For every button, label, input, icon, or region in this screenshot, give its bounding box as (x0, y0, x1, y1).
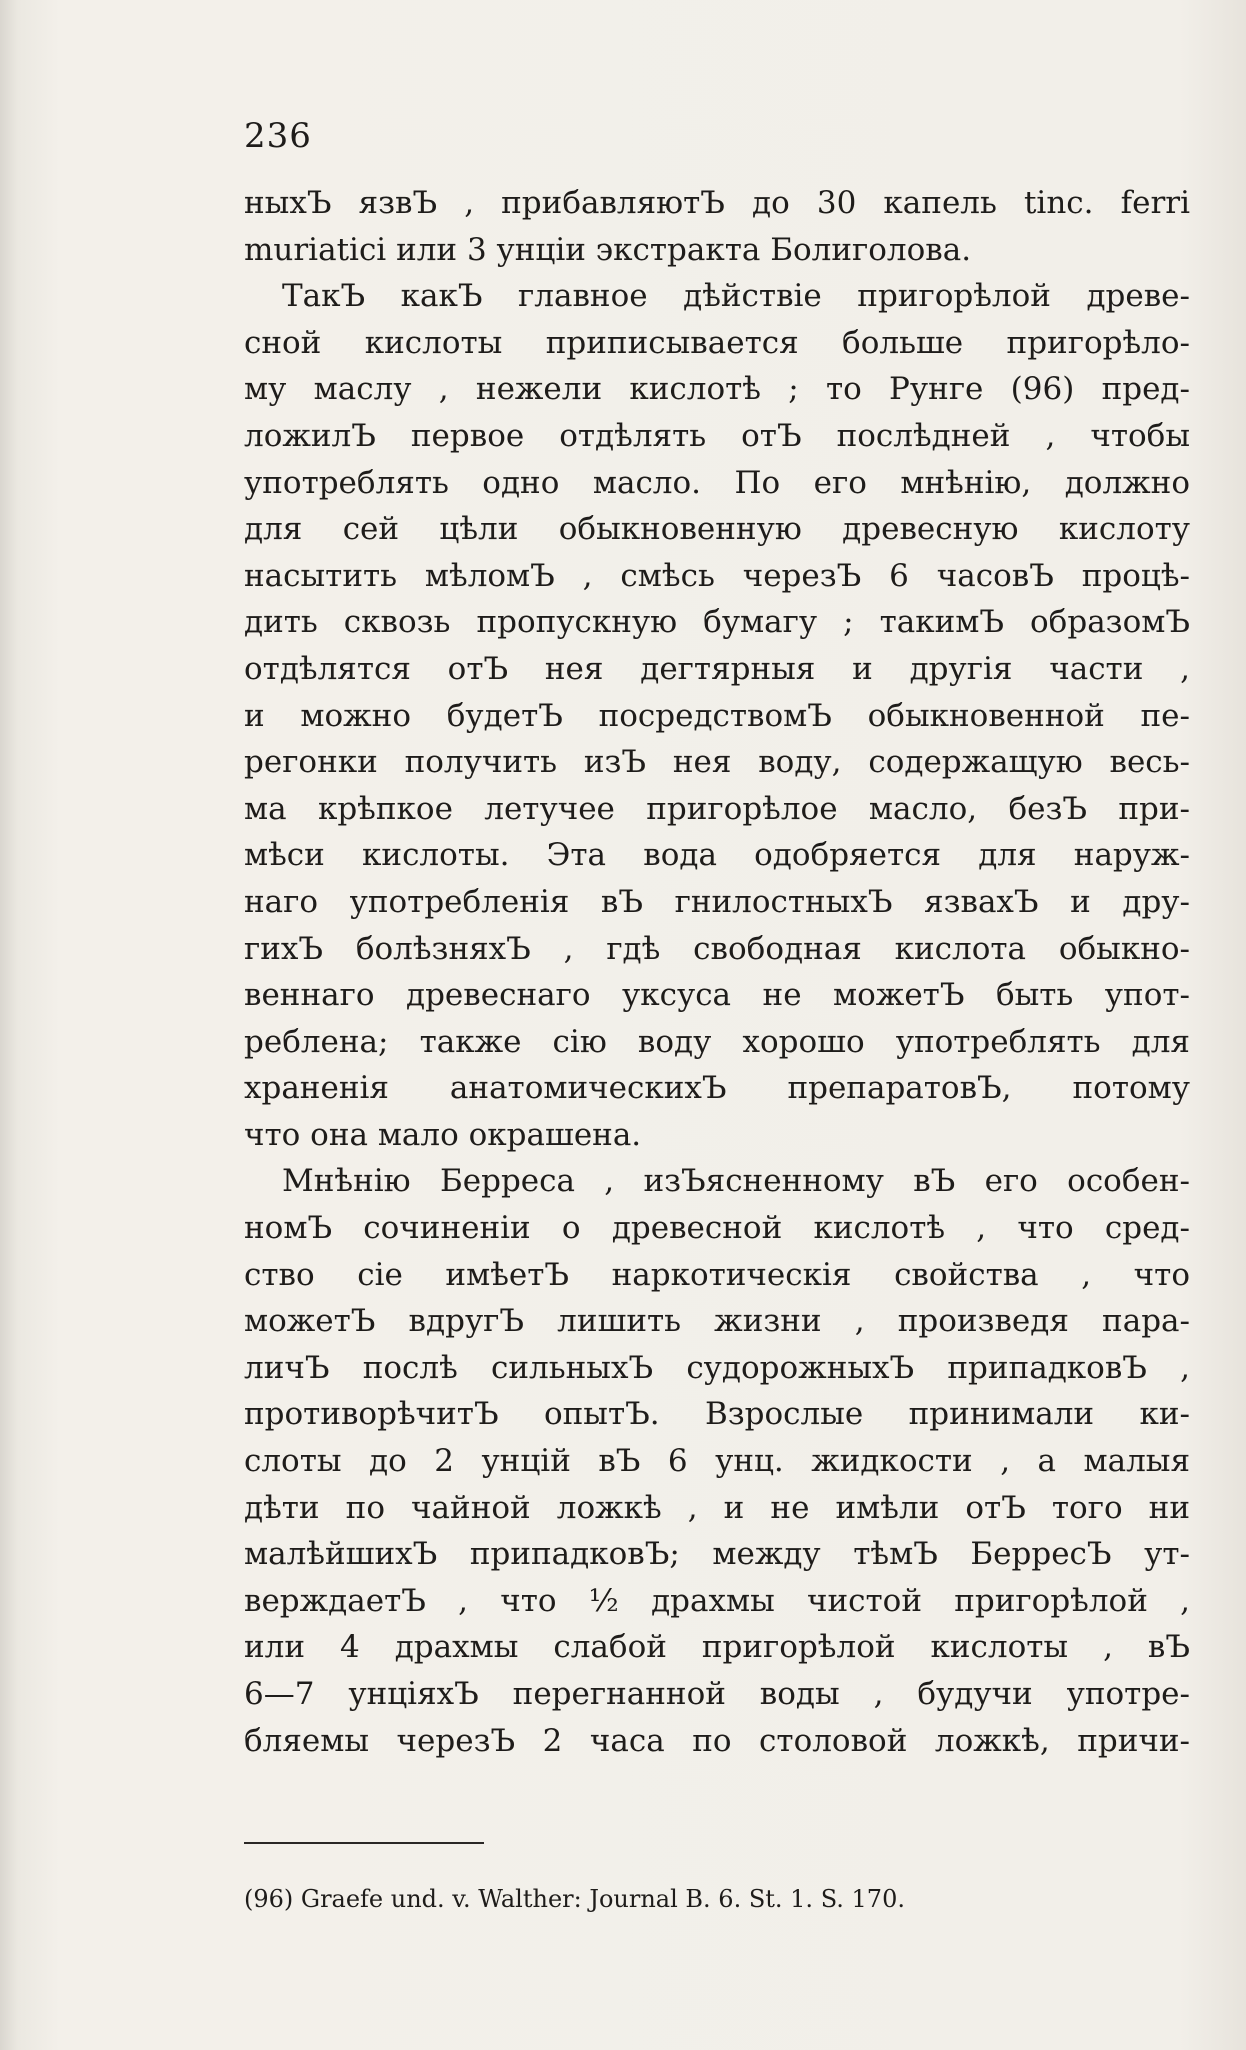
text-line: малѣйшихЪ припадковЪ; между тѣмЪ БерресЪ ут- (244, 1536, 1190, 1573)
text-line: muriatici или 3 унціи экстракта Болиголова. (244, 231, 972, 268)
text-line: храненія анатомическихЪ препаратовЪ, потому (244, 1070, 1190, 1107)
text-line: сной кислоты приписывается больше пригорѣло- (244, 324, 1190, 361)
text-line: ма крѣпкое летучее пригорѣлое масло, безЪ при- (244, 790, 1190, 827)
text-line: употреблять одно масло. По его мнѣнію, должно (244, 464, 1190, 501)
text-line: веннаго древеснаго уксуса не можетЪ быть упот- (244, 977, 1190, 1014)
text-line: мѣси кислоты. Эта вода одобряется для наруж- (244, 837, 1190, 874)
footnote: (96) Graefe und. v. Walther: Journal B. 6. St. 1. S. 170. (244, 1885, 905, 1913)
text-line: дѣти по чайной ложкѣ , и не имѣли отЪ того ни (244, 1489, 1190, 1526)
text-line: насытить мѣломЪ , смѣсь черезЪ 6 часовЪ процѣ- (244, 557, 1190, 594)
text-line: номЪ сочиненіи о древесной кислотѣ , что сред- (244, 1210, 1190, 1247)
text-line: бляемы черезЪ 2 часа по столовой ложкѣ, причи- (244, 1722, 1190, 1759)
body-text (244, 180, 1190, 1764)
text-line: личЪ послѣ сильныхЪ судорожныхЪ припадковЪ , (244, 1349, 1190, 1386)
text-line: гихЪ болѣзняхЪ , гдѣ свободная кислота обыкно- (244, 930, 1190, 967)
page-number: 236 (244, 116, 312, 156)
text-line: слоты до 2 унцій вЪ 6 унц. жидкости , а малыя (244, 1443, 1190, 1480)
text-line: ныхЪ язвЪ , прибавляютЪ до 30 капель tinc. ferri (244, 185, 1190, 221)
text-line: дить сквозь пропускную бумагу ; такимЪ образомЪ (244, 604, 1190, 641)
text-line: противорѣчитЪ опытЪ. Взрослые принимали ки- (244, 1396, 1190, 1433)
text-line: для сей цѣли обыкновенную древесную кислоту (244, 511, 1190, 548)
text-line: что она мало окрашена. (244, 1116, 642, 1153)
text-line: наго употребленія вЪ гнилостныхЪ язвахЪ и дру- (244, 883, 1190, 920)
text-line: ство сіе имѣетЪ наркотическія свойства , что (244, 1256, 1190, 1293)
text-line: ТакЪ какЪ главное дѣйствіе пригорѣлой древе- (282, 278, 1190, 315)
text-line: отдѣлятся отЪ нея дегтярныя и другія части , (244, 650, 1190, 687)
text-line: Мнѣнію Берреса , изЪясненному вЪ его особен- (282, 1163, 1190, 1200)
text-line: реблена; также сію воду хорошо употреблять для (244, 1023, 1190, 1060)
text-line: верждаетЪ , что ½ драхмы чистой пригорѣлой , (244, 1582, 1190, 1619)
text-line: регонки получить изЪ нея воду, содержащую весь- (244, 744, 1190, 781)
text-line: можетЪ вдругЪ лишить жизни , произведя пара- (244, 1303, 1190, 1340)
footnote-divider (244, 1842, 484, 1844)
text-line: и можно будетЪ посредствомЪ обыкновенной пе- (244, 697, 1190, 734)
text-line: му маслу , нежели кислотѣ ; то Рунге (96) пред- (244, 371, 1190, 408)
text-line: 6—7 унціяхЪ перегнанной воды , будучи употре- (244, 1676, 1190, 1712)
text-line: или 4 драхмы слабой пригорѣлой кислоты , вЪ (244, 1629, 1190, 1666)
text-line: ложилЪ первое отдѣлять отЪ послѣдней , чтобы (244, 417, 1190, 454)
